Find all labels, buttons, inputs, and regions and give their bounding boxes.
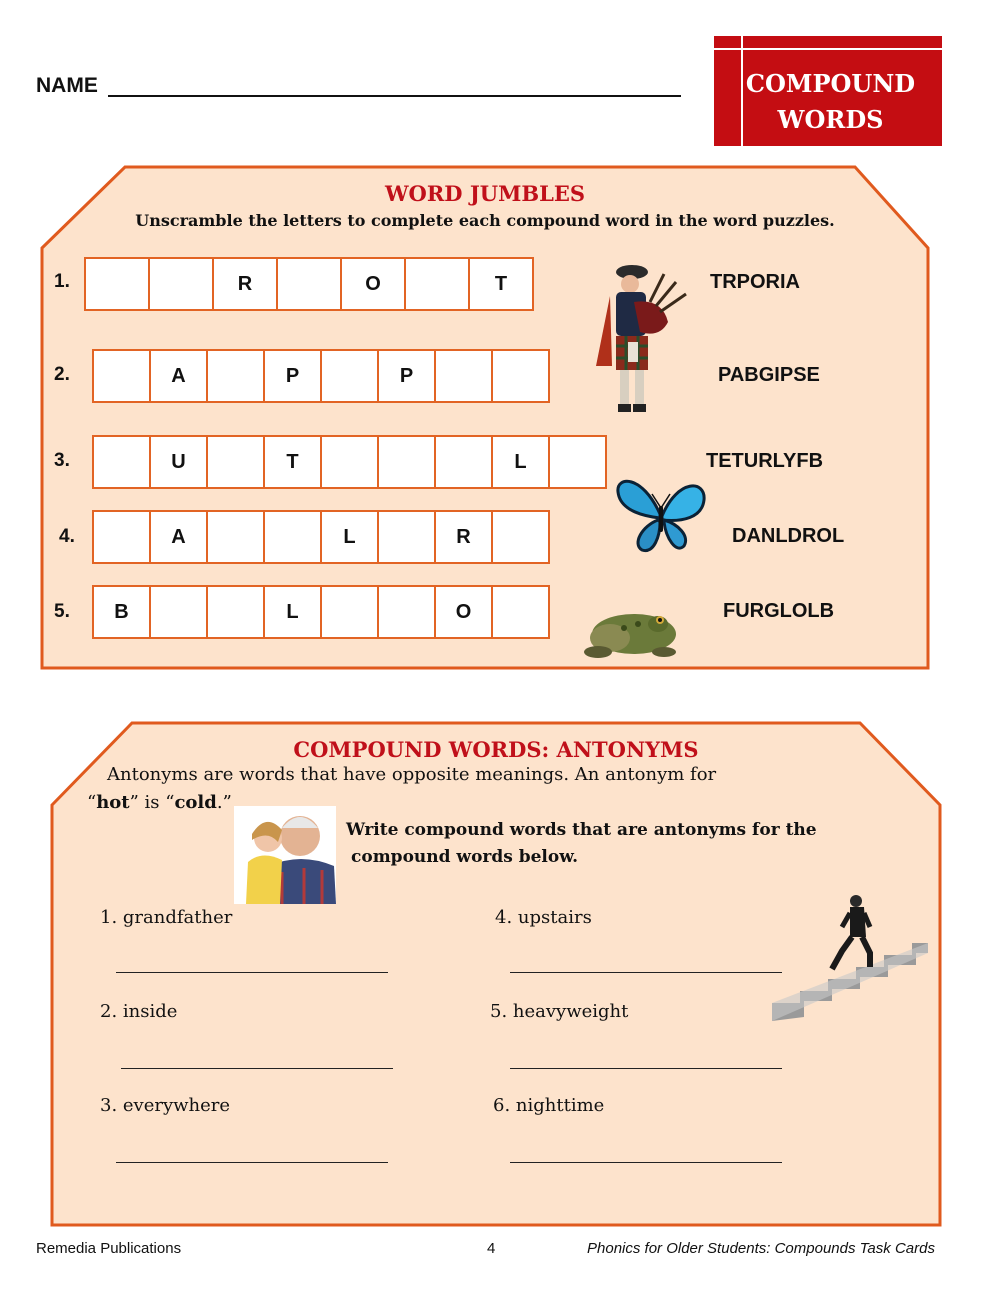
letter-box[interactable] [92,349,151,403]
letter-box[interactable]: U [149,435,208,489]
antonym-answer-line-2[interactable] [121,1068,393,1069]
jumble-row-2-number: 2. [54,364,70,385]
letter-box[interactable] [491,349,550,403]
letter-box[interactable] [491,510,550,564]
letter-box[interactable] [320,585,379,639]
intro-is: ” is “ [129,792,175,813]
letter-box[interactable] [206,585,265,639]
letter-box[interactable]: T [263,435,322,489]
letter-box[interactable] [404,257,470,311]
antonym-item-2: 2. inside [100,1001,178,1022]
intro-close: .” [216,792,232,813]
footer-publisher: Remedia Publications [36,1240,182,1257]
stairs-climber-icon [770,893,930,1023]
letter-box[interactable]: P [377,349,436,403]
letter-box[interactable] [84,257,150,311]
letter-box[interactable]: A [149,349,208,403]
letter-box[interactable]: P [263,349,322,403]
jumble-row-5-boxes [92,585,550,639]
antonyms-instruction-line-1: Write compound words that are antonyms for the [346,820,817,840]
letter-box[interactable]: T [468,257,534,311]
jumble-row-1-boxes [84,257,534,311]
letter-box[interactable] [320,349,379,403]
jumble-row-5-number: 5. [54,601,70,622]
jumble-row-5-scrambled: FURGLOLB [723,600,835,622]
letter-box[interactable] [149,585,208,639]
letter-box[interactable] [548,435,607,489]
antonyms-instruction-line-2: compound words below. [351,847,579,867]
antonym-answer-line-3[interactable] [116,1162,388,1163]
letter-box[interactable]: A [149,510,208,564]
badge-line-1: COMPOUND [745,69,916,98]
antonyms-intro-line-1: Antonyms are words that have opposite meanings. An antonym for [107,764,717,785]
letter-box[interactable] [377,585,436,639]
letter-box[interactable] [320,435,379,489]
antonym-item-6: 6. nighttime [493,1095,605,1116]
letter-box[interactable] [491,585,550,639]
antonym-item-1: 1. grandfather [100,907,233,928]
antonym-answer-line-5[interactable] [510,1068,782,1069]
butterfly-icon [612,470,712,556]
letter-box[interactable] [276,257,342,311]
jumble-row-4-boxes [92,510,550,564]
letter-box[interactable] [377,510,436,564]
letter-box[interactable]: R [434,510,493,564]
intro-cold: cold [174,792,217,813]
jumble-row-1-number: 1. [54,271,70,292]
jumble-row-3-number: 3. [54,450,70,471]
letter-box[interactable] [434,435,493,489]
name-label: NAME [36,74,98,97]
antonyms-title: COMPOUND WORDS: ANTONYMS [293,737,699,762]
antonym-answer-line-4[interactable] [510,972,782,973]
footer-book-title: Phonics for Older Students: Compounds Task Cards [587,1240,935,1257]
jumble-row-3-boxes [92,435,607,489]
letter-box[interactable] [206,435,265,489]
letter-box[interactable]: O [434,585,493,639]
antonym-item-4: 4. upstairs [495,907,592,928]
jumble-row-1-scrambled: TRPORIA [710,271,800,293]
letter-box[interactable]: B [92,585,151,639]
jumbles-instruction: Unscramble the letters to complete each compound word in the word puzzles. [135,211,835,230]
grandparent-child-icon [234,806,336,904]
frog-icon [580,598,685,662]
letter-box[interactable] [206,510,265,564]
badge-line-2: WORDS [777,105,884,134]
jumble-row-2-boxes [92,349,550,403]
letter-box[interactable] [377,435,436,489]
letter-box[interactable]: O [340,257,406,311]
footer-page-number: 4 [487,1240,496,1257]
letter-box[interactable]: L [491,435,550,489]
letter-box[interactable]: R [212,257,278,311]
jumble-row-4-scrambled: DANLDROL [732,525,845,547]
jumble-row-2-scrambled: PABGIPSE [718,364,820,386]
antonym-item-5: 5. heavyweight [490,1001,629,1022]
antonym-answer-line-6[interactable] [510,1162,782,1163]
intro-quote-open: “ [87,792,97,813]
intro-hot: hot [96,792,130,813]
letter-box[interactable]: L [320,510,379,564]
antonym-answer-line-1[interactable] [116,972,388,973]
letter-box[interactable] [92,435,151,489]
letter-box[interactable] [434,349,493,403]
antonyms-intro-line-2 [87,792,232,813]
letter-box[interactable]: L [263,585,322,639]
letter-box[interactable] [263,510,322,564]
jumble-row-4-number: 4. [59,526,75,547]
jumbles-title: WORD JUMBLES [384,181,586,206]
letter-box[interactable] [206,349,265,403]
bagpiper-icon [590,262,700,418]
antonym-item-3: 3. everywhere [100,1095,231,1116]
jumble-row-3-scrambled: TETURLYFB [706,450,824,472]
letter-box[interactable] [148,257,214,311]
letter-box[interactable] [92,510,151,564]
